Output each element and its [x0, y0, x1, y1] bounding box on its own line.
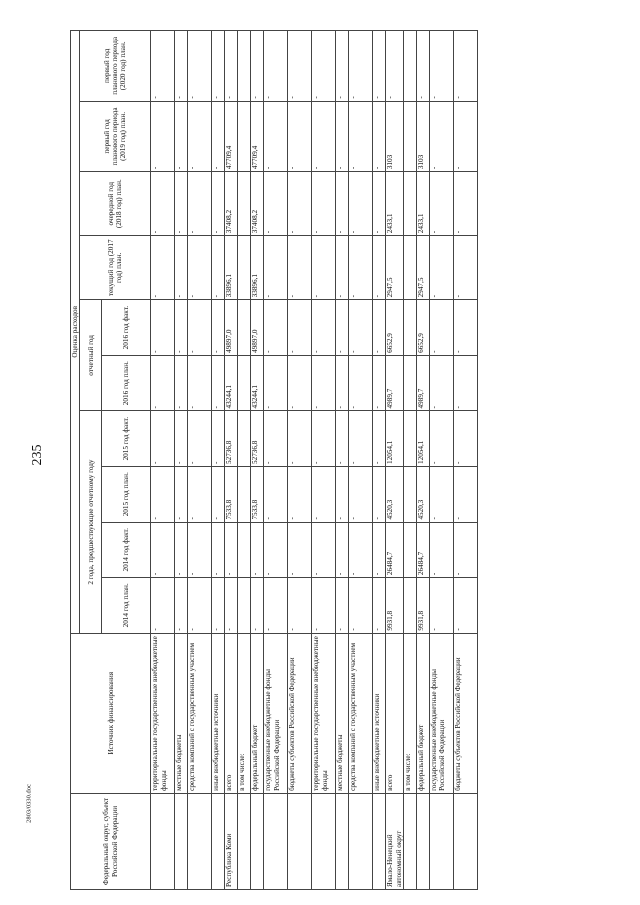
table-row [288, 31, 312, 890]
value-cell: - [212, 522, 225, 578]
value-cell: - [251, 578, 264, 634]
value-cell: - [429, 236, 453, 300]
value-cell: - [349, 466, 373, 522]
value-cell: - [264, 300, 288, 356]
table-row [386, 31, 404, 890]
header-sub-6: текущий год (2017 год) план. [80, 236, 151, 300]
value-cell: - [349, 578, 373, 634]
value-cell: - [151, 578, 175, 634]
value-cell: - [336, 355, 349, 411]
value-cell: - [336, 522, 349, 578]
value-cell: - [336, 411, 349, 467]
value-cell: - [453, 578, 477, 634]
value-cell: - [373, 300, 386, 356]
table-row [264, 31, 288, 890]
value-cell: - [373, 578, 386, 634]
value-cell: - [175, 236, 188, 300]
value-cell: - [349, 236, 373, 300]
value-cell: - [336, 236, 349, 300]
table-row [225, 31, 238, 890]
value-cell: - [188, 300, 212, 356]
region-cell [429, 793, 453, 889]
value-cell: - [151, 355, 175, 411]
value-cell: 2433,1 [386, 172, 404, 236]
source-cell: государственные внебюджетные фонды Российской Федерации [429, 633, 453, 793]
region-cell [373, 793, 386, 889]
region-cell [212, 793, 225, 889]
table-row [151, 31, 175, 890]
value-cell: - [312, 522, 336, 578]
value-cell [238, 31, 251, 102]
value-cell: 12054,1 [386, 411, 404, 467]
value-cell: 9931,8 [386, 578, 404, 634]
value-cell: - [373, 236, 386, 300]
region-cell: Республика Коми [225, 793, 238, 889]
value-cell: - [264, 31, 288, 102]
source-cell: средства компаний с государственным участием [349, 633, 373, 793]
value-cell: - [212, 172, 225, 236]
value-cell: - [151, 236, 175, 300]
value-cell [238, 355, 251, 411]
value-cell [238, 411, 251, 467]
value-cell: - [288, 411, 312, 467]
value-cell [238, 466, 251, 522]
value-cell: - [429, 466, 453, 522]
value-cell: 7533,8 [251, 466, 264, 522]
value-cell: - [251, 522, 264, 578]
header-sub-8: первый год планового периода (2019 год) план. [80, 101, 151, 172]
value-cell: 37408,2 [251, 172, 264, 236]
value-cell: - [429, 172, 453, 236]
value-cell: - [453, 411, 477, 467]
table-row [312, 31, 336, 890]
value-cell: - [151, 466, 175, 522]
region-cell [188, 793, 212, 889]
value-cell: - [312, 355, 336, 411]
value-cell [238, 578, 251, 634]
value-cell: - [373, 172, 386, 236]
header-sub-7: очередной год (2018 год) план. [80, 172, 151, 236]
value-cell: - [212, 236, 225, 300]
value-cell: - [288, 300, 312, 356]
region-cell [453, 793, 477, 889]
value-cell: 52736,8 [251, 411, 264, 467]
table-row [175, 31, 188, 890]
value-cell: - [175, 101, 188, 172]
value-cell: - [312, 31, 336, 102]
value-cell: 33896,1 [251, 236, 264, 300]
value-cell: - [188, 101, 212, 172]
value-cell: - [453, 236, 477, 300]
value-cell: - [151, 101, 175, 172]
value-cell: - [264, 522, 288, 578]
value-cell: - [349, 355, 373, 411]
table-body [151, 31, 478, 890]
value-cell: - [349, 101, 373, 172]
value-cell: - [453, 355, 477, 411]
value-cell: - [212, 31, 225, 102]
value-cell: - [312, 236, 336, 300]
table-row [349, 31, 373, 890]
value-cell: - [264, 101, 288, 172]
header-sub-5: 2016 год факт. [102, 300, 151, 356]
value-cell: - [151, 522, 175, 578]
source-cell: территориальные государственные внебюджетные фонды [151, 633, 175, 793]
value-cell: 26484,7 [416, 522, 429, 578]
source-cell: иные внебюджетные источники [212, 633, 225, 793]
value-cell: - [188, 466, 212, 522]
value-cell: - [212, 355, 225, 411]
financing-table-container [70, 30, 630, 890]
value-cell [403, 101, 416, 172]
table-row [251, 31, 264, 890]
value-cell: 4520,3 [386, 466, 404, 522]
value-cell [238, 300, 251, 356]
value-cell: - [288, 101, 312, 172]
region-cell [288, 793, 312, 889]
value-cell: - [188, 31, 212, 102]
table-row [212, 31, 225, 890]
source-cell: государственные внебюджетные фонды Российской Федерации [264, 633, 288, 793]
value-cell [403, 172, 416, 236]
value-cell [403, 578, 416, 634]
value-cell [403, 466, 416, 522]
value-cell: - [151, 411, 175, 467]
value-cell: - [264, 411, 288, 467]
region-cell [416, 793, 429, 889]
value-cell: 52736,8 [225, 411, 238, 467]
header-report-year: отчетный год [80, 300, 102, 411]
value-cell: 4989,7 [416, 355, 429, 411]
header-region: Федеральный округ, субъект Российской Федерации [71, 793, 151, 889]
region-cell [312, 793, 336, 889]
value-cell: - [312, 466, 336, 522]
table-row [188, 31, 212, 890]
value-cell: 4989,7 [386, 355, 404, 411]
value-cell: 26484,7 [386, 522, 404, 578]
value-cell: - [288, 466, 312, 522]
table-row [453, 31, 477, 890]
value-cell: - [453, 31, 477, 102]
value-cell: - [349, 300, 373, 356]
source-cell: территориальные государственные внебюджетные фонды [312, 633, 336, 793]
header-prev-years: 2 года, предшествующие отчетному году [80, 411, 102, 633]
header-source: Источник финансирования [71, 633, 151, 793]
value-cell: 3103 [386, 101, 404, 172]
value-cell: - [264, 172, 288, 236]
value-cell: - [212, 101, 225, 172]
value-cell: - [453, 300, 477, 356]
value-cell: - [429, 411, 453, 467]
region-cell [151, 793, 175, 889]
financing-table [70, 30, 478, 890]
value-cell: - [336, 578, 349, 634]
source-cell: бюджеты субъектов Российской Федерации [288, 633, 312, 793]
header-sub-9: первый год планового периода (2020 год) план. [80, 31, 151, 102]
value-cell: - [373, 31, 386, 102]
value-cell [238, 236, 251, 300]
value-cell: - [188, 411, 212, 467]
region-cell [264, 793, 288, 889]
value-cell: - [453, 522, 477, 578]
value-cell: - [336, 466, 349, 522]
value-cell: - [349, 411, 373, 467]
value-cell: - [373, 355, 386, 411]
value-cell [238, 172, 251, 236]
value-cell: - [175, 578, 188, 634]
source-cell: местные бюджеты [175, 633, 188, 793]
value-cell: - [312, 411, 336, 467]
value-cell: - [312, 101, 336, 172]
value-cell: - [225, 522, 238, 578]
value-cell: - [264, 466, 288, 522]
value-cell: - [373, 522, 386, 578]
value-cell: - [188, 172, 212, 236]
value-cell: - [288, 236, 312, 300]
value-cell: - [225, 578, 238, 634]
value-cell: - [312, 172, 336, 236]
value-cell: 37408,2 [225, 172, 238, 236]
value-cell: 47709,4 [251, 101, 264, 172]
value-cell [403, 411, 416, 467]
table-row [373, 31, 386, 890]
header-sub-2: 2015 год план. [102, 466, 151, 522]
value-cell: - [175, 522, 188, 578]
value-cell: - [212, 411, 225, 467]
value-cell: - [151, 172, 175, 236]
source-cell: всего [386, 633, 404, 793]
value-cell: - [175, 300, 188, 356]
value-cell: - [288, 522, 312, 578]
source-cell: местные бюджеты [336, 633, 349, 793]
value-cell: - [175, 355, 188, 411]
value-cell: 49897,0 [251, 300, 264, 356]
value-cell: - [429, 101, 453, 172]
header-estimate: Оценка расходов [71, 31, 80, 634]
source-cell: средства компаний с государственным участием [188, 633, 212, 793]
value-cell: 6652,9 [386, 300, 404, 356]
region-cell: Ямало-Ненецкий автономный округ [386, 793, 404, 889]
value-cell: - [373, 466, 386, 522]
source-cell: бюджеты субъектов Российской Федерации [453, 633, 477, 793]
value-cell: - [453, 172, 477, 236]
footer-filename: 2803/0330.doc [25, 784, 33, 823]
table-row [238, 31, 251, 890]
value-cell: - [429, 31, 453, 102]
value-cell: - [288, 355, 312, 411]
value-cell: - [188, 355, 212, 411]
region-cell [336, 793, 349, 889]
value-cell: - [373, 101, 386, 172]
value-cell: - [288, 31, 312, 102]
value-cell: - [151, 300, 175, 356]
value-cell: 9931,8 [416, 578, 429, 634]
value-cell: - [349, 522, 373, 578]
value-cell: 33896,1 [225, 236, 238, 300]
value-cell: - [336, 172, 349, 236]
value-cell: - [175, 31, 188, 102]
region-cell [251, 793, 264, 889]
value-cell: - [188, 236, 212, 300]
value-cell: - [264, 355, 288, 411]
value-cell: - [212, 466, 225, 522]
value-cell: - [175, 411, 188, 467]
table-row [416, 31, 429, 890]
header-sub-1: 2014 год факт. [102, 522, 151, 578]
value-cell: - [312, 578, 336, 634]
header-sub-4: 2016 год план. [102, 355, 151, 411]
value-cell: - [288, 172, 312, 236]
value-cell: - [429, 300, 453, 356]
value-cell: - [453, 101, 477, 172]
source-cell: в том числе: [238, 633, 251, 793]
source-cell: всего [225, 633, 238, 793]
value-cell [403, 522, 416, 578]
value-cell [403, 31, 416, 102]
table-row [403, 31, 416, 890]
value-cell: - [373, 411, 386, 467]
value-cell: - [175, 466, 188, 522]
source-cell: в том числе: [403, 633, 416, 793]
header-sub-0: 2014 год план. [102, 578, 151, 634]
value-cell [238, 522, 251, 578]
value-cell: - [336, 101, 349, 172]
value-cell [403, 300, 416, 356]
value-cell: 2947,5 [386, 236, 404, 300]
value-cell: - [175, 172, 188, 236]
value-cell: - [188, 522, 212, 578]
value-cell: - [386, 31, 404, 102]
value-cell: 12054,1 [416, 411, 429, 467]
value-cell: - [336, 31, 349, 102]
value-cell: - [212, 578, 225, 634]
value-cell: - [151, 31, 175, 102]
value-cell: 4520,3 [416, 466, 429, 522]
value-cell: - [188, 578, 212, 634]
value-cell: - [416, 31, 429, 102]
region-cell [238, 793, 251, 889]
table-row [336, 31, 349, 890]
source-cell: федеральный бюджет [416, 633, 429, 793]
value-cell: - [225, 31, 238, 102]
value-cell: 2433,1 [416, 172, 429, 236]
value-cell: - [251, 31, 264, 102]
value-cell: - [349, 172, 373, 236]
value-cell: 6652,9 [416, 300, 429, 356]
value-cell [238, 101, 251, 172]
value-cell: 43244,1 [225, 355, 238, 411]
value-cell: - [288, 578, 312, 634]
value-cell: 49897,0 [225, 300, 238, 356]
value-cell: - [336, 300, 349, 356]
value-cell: - [429, 522, 453, 578]
value-cell: 3103 [416, 101, 429, 172]
value-cell: - [264, 578, 288, 634]
value-cell: - [429, 355, 453, 411]
region-cell [175, 793, 188, 889]
value-cell [403, 236, 416, 300]
source-cell: федеральный бюджет [251, 633, 264, 793]
value-cell: - [264, 236, 288, 300]
value-cell: - [212, 300, 225, 356]
value-cell [403, 355, 416, 411]
region-cell [403, 793, 416, 889]
region-cell [349, 793, 373, 889]
value-cell: 2947,5 [416, 236, 429, 300]
value-cell: - [349, 31, 373, 102]
header-sub-3: 2015 год факт. [102, 411, 151, 467]
value-cell: 43244,1 [251, 355, 264, 411]
value-cell: 47709,4 [225, 101, 238, 172]
value-cell: - [312, 300, 336, 356]
value-cell: 7533,8 [225, 466, 238, 522]
page-number: 235 [30, 444, 45, 466]
value-cell: - [429, 578, 453, 634]
table-row [429, 31, 453, 890]
source-cell: иные внебюджетные источники [373, 633, 386, 793]
value-cell: - [453, 466, 477, 522]
